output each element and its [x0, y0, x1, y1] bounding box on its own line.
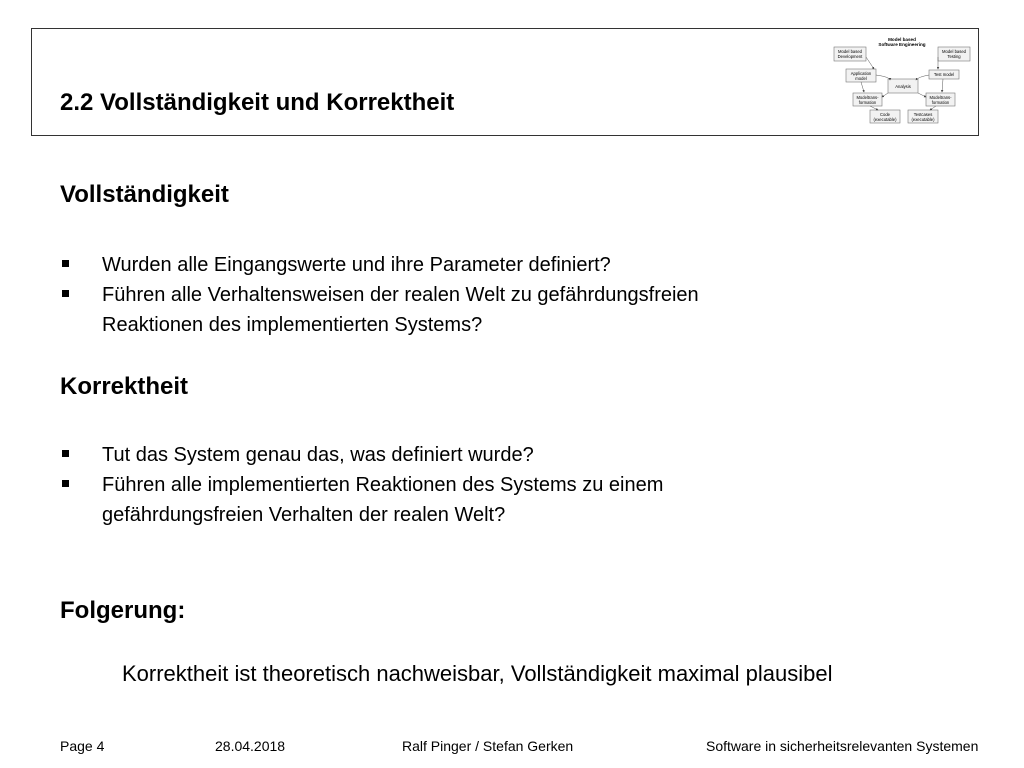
bullet-item: Führen alle implementierten Reaktionen des Systems zu einem	[60, 470, 663, 500]
section-heading-korrektheit: Korrektheit	[60, 373, 189, 400]
bullet-item: Tut das System genau das, was definiert wurde?	[60, 440, 663, 470]
diagram-left-box-line2: Development	[837, 54, 863, 59]
diagram-application-model-line2: model	[855, 76, 867, 81]
square-bullet-icon	[62, 290, 69, 297]
diagram-left-box-line1: Model based	[838, 49, 862, 54]
diagram-test-model: Test model	[933, 72, 955, 77]
footer-course: Software in sicherheitsrelevanten Systemen	[706, 738, 979, 754]
diagram-right-box-line2: Testing	[947, 54, 961, 59]
diagram-analysis: Analysis	[895, 84, 911, 89]
section-heading-folgerung: Folgerung:	[60, 597, 186, 624]
diagram-testcases-line2: (executable)	[911, 117, 935, 122]
footer-date: 28.04.2018	[215, 738, 286, 754]
diagram-title-line2: Software Engineering	[878, 42, 926, 47]
bullet-item-continuation: gefährdungsfreien Verhalten der realen Welt?	[102, 504, 506, 526]
diagram-left-transform-line1: Modeltrans-	[856, 95, 879, 100]
footer-authors: Ralf Pinger / Stefan Gerken	[402, 738, 574, 754]
diagram-application-model-line1: Application	[850, 71, 872, 76]
diagram-left-transform-line2: formation	[858, 100, 877, 105]
mbse-diagram	[830, 33, 975, 135]
diagram-right-transform-line2: formation	[931, 100, 950, 105]
bullet-list-korrektheit	[60, 440, 663, 530]
footer-page-number: Page 4	[60, 738, 105, 754]
diagram-code-line1: Code	[879, 112, 891, 117]
square-bullet-icon	[62, 480, 69, 487]
bullet-item: Führen alle Verhaltensweisen der realen Welt zu gefährdungsfreien	[60, 280, 699, 310]
diagram-testcases-line1: Testcases	[913, 112, 933, 117]
bullet-item: Wurden alle Eingangswerte und ihre Parameter definiert?	[60, 250, 699, 280]
diagram-right-box-line1: Model based	[942, 49, 966, 54]
square-bullet-icon	[62, 260, 69, 267]
bullet-list-vollstaendigkeit	[60, 250, 699, 340]
diagram-right-transform-line1: Modeltrans-	[929, 95, 952, 100]
conclusion-text: Korrektheit ist theoretisch nachweisbar, Vollständigkeit maximal plausibel	[122, 661, 833, 686]
diagram-title-line1: Model based	[888, 37, 916, 42]
bullet-item-continuation: Reaktionen des implementierten Systems?	[102, 314, 483, 336]
slide-title: 2.2 Vollständigkeit und Korrektheit	[60, 89, 455, 116]
diagram-code-line2: (executable)	[873, 117, 897, 122]
square-bullet-icon	[62, 450, 69, 457]
section-heading-vollstaendigkeit: Vollständigkeit	[60, 181, 229, 208]
